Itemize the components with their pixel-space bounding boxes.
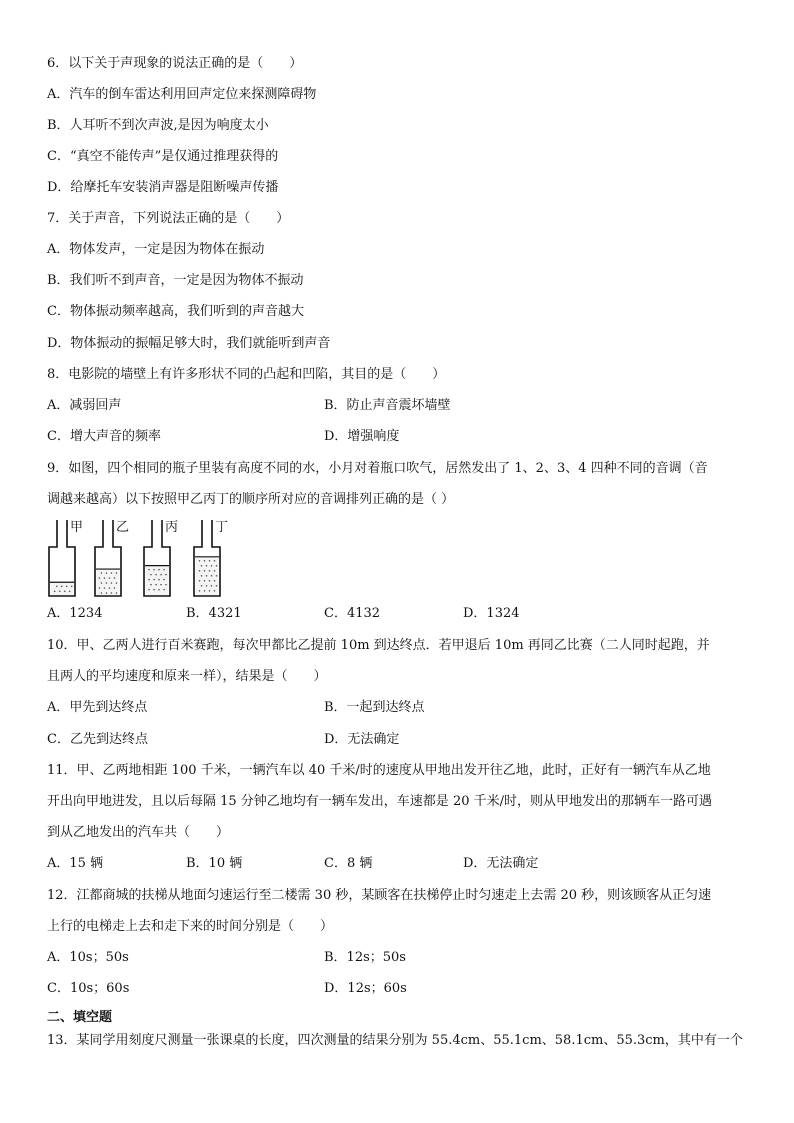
water-dot: [163, 579, 165, 581]
q7-stem: 7．关于声音，下列说法正确的是（ ）: [47, 211, 290, 226]
water-dot: [106, 582, 108, 584]
q12-option-a: A．10s；50s: [47, 950, 129, 965]
water-dot: [56, 585, 58, 587]
water-dot: [163, 569, 165, 571]
q12-option-d: D．12s；60s: [324, 981, 407, 996]
water-dot: [99, 587, 101, 589]
water-dot: [155, 584, 157, 586]
water-dot: [206, 585, 208, 587]
water-dot: [211, 585, 213, 587]
q11-option-d: D．无法确定: [463, 856, 539, 871]
water-dot: [111, 572, 113, 574]
water-dot: [114, 577, 116, 579]
q7-option-a: A．物体发声，一定是因为物体在振动: [47, 242, 265, 257]
q10-option-d: D．无法确定: [324, 732, 400, 747]
water-dot: [165, 574, 167, 576]
q11-option-b: B．10 辆: [186, 856, 243, 871]
water-dot: [206, 575, 208, 577]
q6-option-c: C．“真空不能传声”是仅通过推理获得的: [47, 149, 279, 164]
water-dot: [101, 592, 103, 594]
q6-stem: 6．以下关于声现象的说法正确的是（ ）: [47, 56, 303, 71]
water-dot: [160, 574, 162, 576]
water-dot: [216, 565, 218, 567]
q10-stem-line1: 10．甲、乙两人进行百米赛跑，每次甲都比乙提前 10m 到达终点．若甲退后 10m 再同乙比赛（二人同时起跑，并: [47, 638, 710, 653]
q8-option-a: A．减弱回声: [47, 398, 122, 413]
q11-stem-line1: 11．甲、乙两地相距 100 千米，一辆汽车以 40 千米/时的速度从甲地出发开往乙地，此时，正好有一辆汽车从乙地: [47, 763, 711, 778]
water-dot: [71, 585, 73, 587]
q6-option-a: A．汽车的倒车雷达利用回声定位来探测障碍物: [47, 87, 317, 102]
water-dot: [61, 585, 63, 587]
water-dot: [104, 587, 106, 589]
q11-stem-line3: 到从乙地发出的汽车共（ ）: [47, 825, 230, 840]
q10-option-a: A．甲先到达终点: [47, 700, 148, 715]
q8-option-b: B．防止声音震坏墙壁: [324, 398, 451, 413]
bottle-label: 丁: [215, 520, 229, 535]
q8-stem: 8．电影院的墙壁上有许多形状不同的凸起和凹陷，其目的是（ ）: [47, 367, 446, 382]
water-dot: [66, 585, 68, 587]
q9-option-a: A．1234: [47, 606, 103, 621]
water-dot: [109, 587, 111, 589]
q12-stem-line1: 12．江都商城的扶梯从地面匀速运行至二楼需 30 秒，某顾客在扶梯停止时匀速走上去需 20 秒，则该顾客从正匀速: [47, 888, 712, 903]
water-dot: [158, 579, 160, 581]
water-dot: [216, 585, 218, 587]
q12-stem-line2: 上行的电梯走上去和走下来的时间分别是（ ）: [47, 919, 334, 934]
water-dot: [153, 589, 155, 591]
q9-stem-line1: 9．如图，四个相同的瓶子里装有高度不同的水，小月对着瓶口吹气，居然发出了 1、2、3、4 四种不同的音调（音: [47, 461, 708, 476]
q7-option-b: B．我们听不到声音，一定是因为物体不振动: [47, 273, 304, 288]
water-dot: [116, 592, 118, 594]
water-dot: [148, 569, 150, 571]
water-dot: [199, 560, 201, 562]
water-dot: [214, 560, 216, 562]
q10-option-c: C．乙先到达终点: [47, 732, 148, 747]
water-dot: [201, 585, 203, 587]
water-dot: [201, 565, 203, 567]
water-dot: [204, 570, 206, 572]
water-dot: [116, 582, 118, 584]
water-dot: [106, 592, 108, 594]
water-dot: [201, 575, 203, 577]
water-dot: [59, 590, 61, 592]
water-dot: [209, 570, 211, 572]
water-dot: [211, 565, 213, 567]
water-dot: [199, 590, 201, 592]
water-dot: [148, 579, 150, 581]
water-dot: [101, 572, 103, 574]
water-dot: [204, 560, 206, 562]
water-dot: [163, 589, 165, 591]
water-dot: [54, 590, 56, 592]
water-dot: [150, 584, 152, 586]
water-dot: [204, 580, 206, 582]
bottle-label: 乙: [116, 520, 130, 535]
water-dot: [165, 584, 167, 586]
water-dot: [199, 570, 201, 572]
water-dot: [148, 589, 150, 591]
q9-option-b: B．4321: [186, 606, 242, 621]
q9-option-c: C．4132: [324, 606, 381, 621]
water-dot: [209, 580, 211, 582]
water-dot: [155, 574, 157, 576]
water-dot: [209, 560, 211, 562]
water-dot: [204, 590, 206, 592]
q11-option-c: C．8 辆: [324, 856, 373, 871]
water-dot: [160, 584, 162, 586]
water-dot: [216, 575, 218, 577]
bottle-label: 丙: [165, 520, 179, 535]
water-dot: [211, 575, 213, 577]
water-dot: [69, 590, 71, 592]
q6-option-b: B．人耳听不到次声波,是因为响度太小: [47, 118, 269, 133]
water-dot: [150, 574, 152, 576]
water-dot: [153, 579, 155, 581]
q10-stem-line2: 且两人的平均速度和原来一样），结果是（ ）: [47, 669, 327, 684]
q9-option-d: D．1324: [463, 606, 520, 621]
q7-option-c: C．物体振动频率越高，我们听到的声音越大: [47, 304, 304, 319]
bottles-figure: [45, 517, 235, 599]
q11-option-a: A．15 辆: [47, 856, 104, 871]
water-dot: [99, 577, 101, 579]
water-dot: [158, 569, 160, 571]
bottle-label: 甲: [70, 520, 84, 535]
q12-option-c: C．10s；60s: [47, 981, 130, 996]
water-dot: [101, 582, 103, 584]
q6-option-d: D．给摩托车安装消声器是阻断噪声传播: [47, 180, 279, 195]
water-dot: [104, 577, 106, 579]
water-dot: [111, 582, 113, 584]
water-dot: [214, 580, 216, 582]
water-dot: [109, 577, 111, 579]
water-dot: [209, 590, 211, 592]
q8-option-d: D．增强响度: [324, 429, 400, 444]
water-dot: [206, 565, 208, 567]
water-dot: [116, 572, 118, 574]
water-dot: [111, 592, 113, 594]
water-dot: [158, 589, 160, 591]
water-dot: [153, 569, 155, 571]
q10-option-b: B．一起到达终点: [324, 700, 425, 715]
q13-stem-line1: 13．某同学用刻度尺测量一张课桌的长度，四次测量的结果分别为 55.4cm、55.1cm、58.1cm、55.3cm，其中有一个: [47, 1033, 743, 1048]
q11-stem-line2: 开出向甲地进发，且以后每隔 15 分钟乙地均有一辆车发出，车速都是 20 千米/时，则从甲地发出的那辆车一路可遇: [47, 794, 712, 809]
water-dot: [106, 572, 108, 574]
water-dot: [199, 580, 201, 582]
water-dot: [114, 587, 116, 589]
water-dot: [214, 590, 216, 592]
q9-stem-line2: 调越来越高）以下按照甲乙丙丁的顺序所对应的音调排列正确的是（ ）: [47, 492, 455, 507]
water-dot: [214, 570, 216, 572]
water-dot: [64, 590, 66, 592]
q8-option-c: C．增大声音的频率: [47, 429, 161, 444]
q12-option-b: B．12s；50s: [324, 950, 406, 965]
section-fill-in-blank: 二、填空题: [47, 1010, 113, 1025]
bottle-water: [51, 582, 74, 595]
q7-option-d: D．物体振动的振幅足够大时，我们就能听到声音: [47, 336, 331, 351]
